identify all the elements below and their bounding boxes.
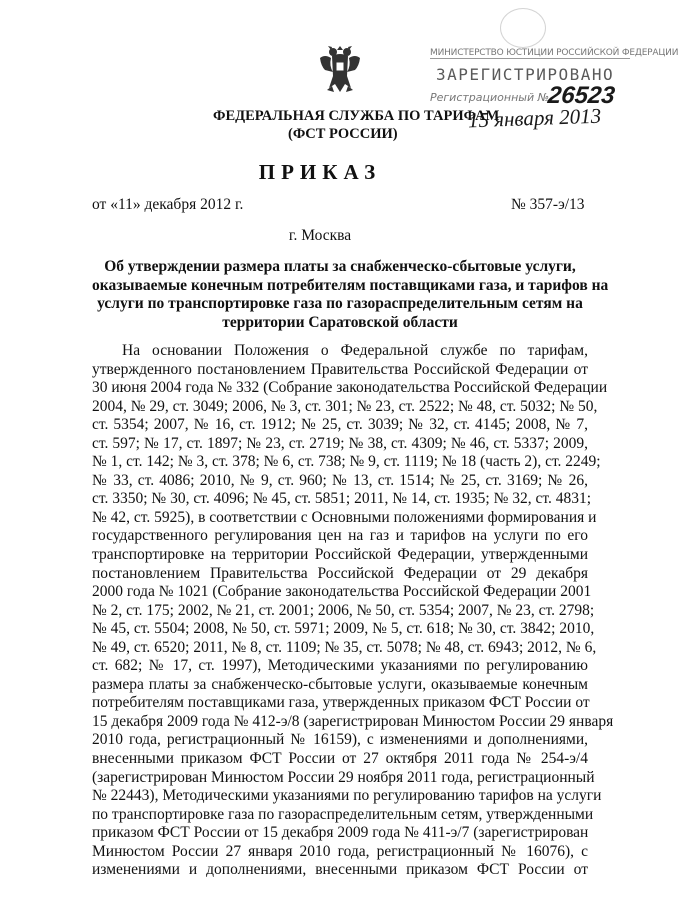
order-city: г. Москва [288, 227, 352, 244]
heading-line: услуги по транспортировке газа по газораспределительным сетям на [97, 295, 583, 312]
body-line: № 49, ст. 6520; 2011, № 8, ст. 1109; № 35, ст. 5078; № 48, ст. 6943; 2012, № 6, [92, 638, 597, 656]
body-line: 15 декабря 2009 года № 412-э/8 (зарегистрирован Минюстом России 29 января [92, 712, 614, 730]
body-line: (зарегистрирован Минюстом России 29 ноября 2011 года, регистрационный [92, 768, 595, 786]
order-number: № 357-э/13 [511, 196, 585, 213]
body-line: государственного регулирования цен на газ и тарифов на услуги по его [92, 527, 588, 545]
body-line: 2000 года № 1021 (Собрание законодательства Российской Федерации 2001 [92, 583, 592, 601]
body-line: 2010 года, регистрационный № 16159), с изменениями и дополнениями, [92, 731, 588, 749]
body-line: ст. 682; № 17, ст. 1997), Методическими указаниями по регулированию [92, 657, 588, 675]
heading-line: территории Саратовской области [222, 313, 458, 331]
stamp-seal [500, 8, 546, 48]
body-line: № 45, ст. 5504; 2008, № 50, ст. 5971; 2009, № 5, ст. 618; № 30, ст. 3842; 2010, [92, 620, 595, 638]
stamp-reg-label: Регистрационный № [430, 91, 550, 104]
stamp-ministry: МИНИСТЕРСТВО ЮСТИЦИИ РОССИЙСКОЙ ФЕДЕРАЦИИ [430, 48, 678, 58]
heading-line: Об утверждении размера платы за снабженческо-сбытовые услуги, [104, 258, 576, 275]
body-line: На основании Положения о Федеральной службе по тарифам, [122, 342, 588, 359]
body-line: размера платы за снабженческо-сбытовые услуги, оказываемые конечным [92, 675, 588, 693]
body-line: постановлением Правительства Российской Федерации от 29 декабря [92, 564, 588, 582]
stamp-reg-number: 26523 [546, 82, 617, 109]
body-line: № 42, ст. 5925), в соответствии с Основными положениями формирования и [92, 508, 597, 526]
order-body-text [92, 342, 614, 880]
order-heading [92, 258, 609, 332]
body-line: № 1, ст. 142; № 3, ст. 378; № 6, ст. 738; № 9, ст. 1119; № 18 (часть 2), ст. 2249; [92, 453, 601, 471]
body-line: Минюстом России 27 января 2010 года, регистрационный № 16076), с [92, 842, 588, 860]
body-line: ст. 3350; № 30, ст. 4096; № 45, ст. 5851; 2011, № 14, ст. 1935; № 32, ст. 4831; [92, 490, 592, 508]
body-line: № 33, ст. 4086; 2010, № 9, ст. 960; № 13, ст. 1514; № 25, ст. 3169; № 26, [92, 471, 588, 489]
body-line: потребителям поставщиками газа, утвержденных приказом ФСТ России от [92, 694, 590, 712]
order-date: от «11» декабря 2012 г. [92, 196, 244, 213]
body-line: ст. 597; № 17, ст. 1897; № 23, ст. 2719; № 38, ст. 4309; № 46, ст. 5337; 2009, [92, 434, 588, 452]
body-line: № 2, ст. 175; 2002, № 21, ст. 2001; 2006, № 50, ст. 5354; 2007, № 23, ст. 2798; [92, 601, 595, 619]
body-line: приказом ФСТ России от 15 декабря 2009 года № 411-э/7 (зарегистрирован [92, 824, 589, 842]
coat-of-arms-emblem-icon [317, 40, 363, 100]
heading-line: оказываемые конечным потребителям поставщиками газа, и тарифов на [92, 276, 609, 294]
handwritten-date: 15 января 2013 [467, 103, 602, 133]
body-line: утвержденного постановлением Правительства Российской Федерации от [92, 360, 588, 378]
body-line: ст. 5354; 2007, № 16, ст. 1912; № 25, ст. 3039; № 32, ст. 4145; 2008, № 7, [92, 416, 588, 434]
body-line: по транспортировке газа по газораспределительным сетям, утвержденными [92, 805, 594, 823]
body-line: № 22443), Методическими указаниями по регулированию тарифов на услуги [92, 787, 602, 805]
organization-name: ФЕДЕРАЛЬНАЯ СЛУЖБА ПО ТАРИФАМ [213, 108, 500, 124]
body-line: внесенными приказом ФСТ России от 27 октября 2011 года № 254-э/4 [92, 750, 588, 768]
document-title: ПРИКАЗ [258, 160, 382, 184]
body-line: 2004, № 29, ст. 3049; 2006, № 3, ст. 301; № 23, ст. 2522; № 48, ст. 5032; № 50, [92, 397, 598, 415]
organization-abbr: (ФСТ РОССИИ) [288, 126, 398, 142]
body-line: изменениями и дополнениями, внесенными приказом ФСТ России от [92, 861, 588, 879]
stamp-registered: ЗАРЕГИСТРИРОВАНО [436, 65, 615, 84]
registration-stamp [430, 8, 678, 118]
body-line: транспортировке на территории Российской Федерации, утвержденными [92, 546, 588, 564]
body-line: 30 июня 2004 года № 332 (Собрание законодательства Российской Федерации [92, 379, 608, 397]
